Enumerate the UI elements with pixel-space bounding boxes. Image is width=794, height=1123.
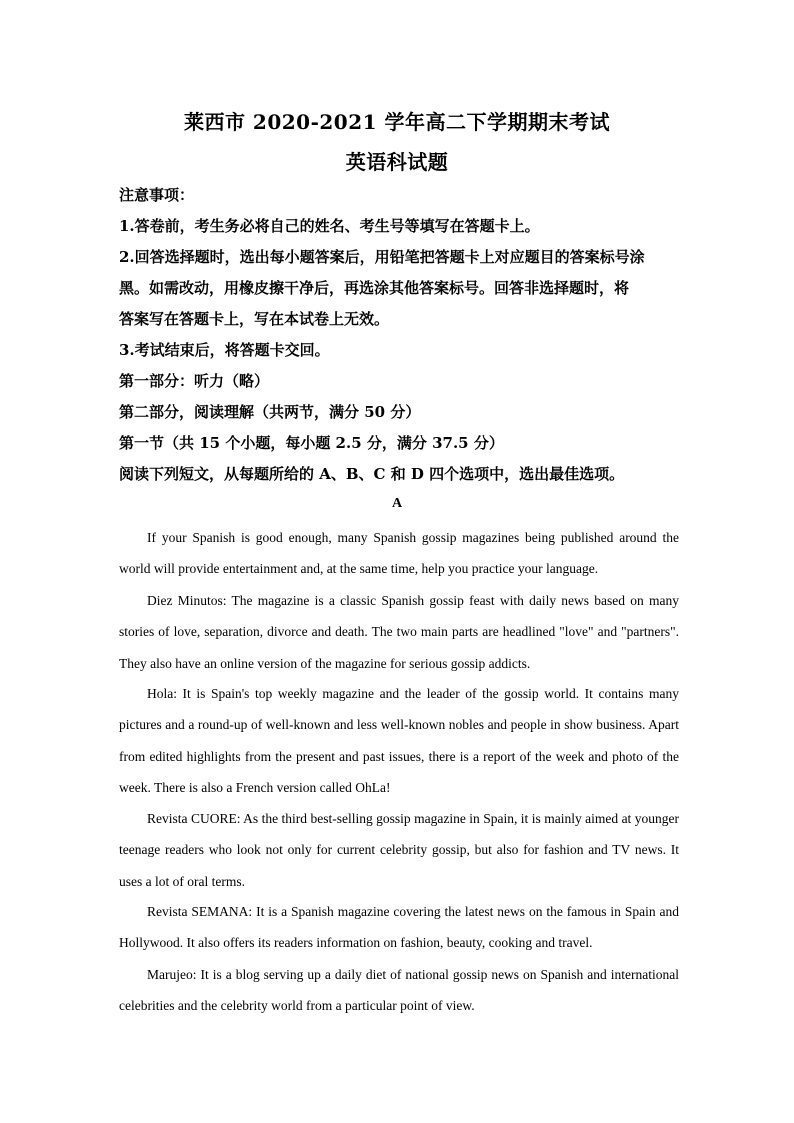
passage-label: A [391, 496, 403, 511]
exam-subtitle: 英语科试题 [345, 150, 449, 174]
passage-paragraph-diez-minutos: Diez Minutos: The magazine is a classic Spanish gossip feast with daily news based on many stories of love, separation, divorce and death. The two main parts are headlined "love" and "partners". They also have an online version of the magazine for serious gossip addicts. [119, 593, 679, 671]
passage-paragraph-semana: Revista SEMANA: It is a Spanish magazine covering the latest news on the famous in Spain and Hollywood. It also offers its readers information on fashion, beauty, cooking and travel. [119, 904, 679, 951]
notice-item-1: 1.答卷前，考生务必将自己的姓名、考生号等填写在答题卡上。 [119, 217, 540, 235]
notice-item-3: 3.考试结束后，将答题卡交回。 [119, 341, 330, 359]
reading-instruction: 阅读下列短文，从每题所给的 A、B、C 和 D 四个选项中，选出最佳选项。 [119, 465, 625, 483]
section-one-heading: 第一节（共 15 个小题，每小题 2.5 分，满分 37.5 分） [119, 434, 504, 452]
exam-title: 莱西市 2020-2021 学年高二下学期期末考试 [183, 110, 611, 134]
passage-paragraph-hola: Hola: It is Spain's top weekly magazine and the leader of the gossip world. It contains many pictures and a round-up of well-known and less well-known nobles and people in show business. Apart from edited highlights from the present and past issues, there is a report of the week and photo of the week. There is also a French version called OhLa! [119, 686, 679, 795]
notice-item-2-line-2: 黑。如需改动，用橡皮擦干净后，再选涂其他答案标号。回答非选择题时，将 [119, 279, 630, 297]
notice-item-2-line-1: 2.回答选择题时，选出每小题答案后，用铅笔把答题卡上对应题目的答案标号涂 [119, 248, 645, 266]
passage-paragraph-marujeo: Marujeo: It is a blog serving up a daily diet of national gossip news on Spanish and international celebrities and the celebrity world from a particular point of view. [119, 967, 679, 1014]
passage-paragraph-cuore: Revista CUORE: As the third best-selling gossip magazine in Spain, it is mainly aimed at younger teenage readers who look not only for current celebrity gossip, but also for fashion and TV news. It uses a lot of oral terms. [119, 811, 679, 889]
passage-paragraph-intro: If your Spanish is good enough, many Spanish gossip magazines being published around the world will provide entertainment and, at the same time, help you practice your language. [119, 530, 679, 577]
part-two-heading: 第二部分，阅读理解（共两节，满分 50 分） [119, 403, 421, 421]
part-one-heading: 第一部分：听力（略） [119, 372, 270, 390]
notice-item-2-line-3: 答案写在答题卡上，写在本试卷上无效。 [119, 310, 390, 328]
notice-heading: 注意事项： [119, 186, 195, 204]
